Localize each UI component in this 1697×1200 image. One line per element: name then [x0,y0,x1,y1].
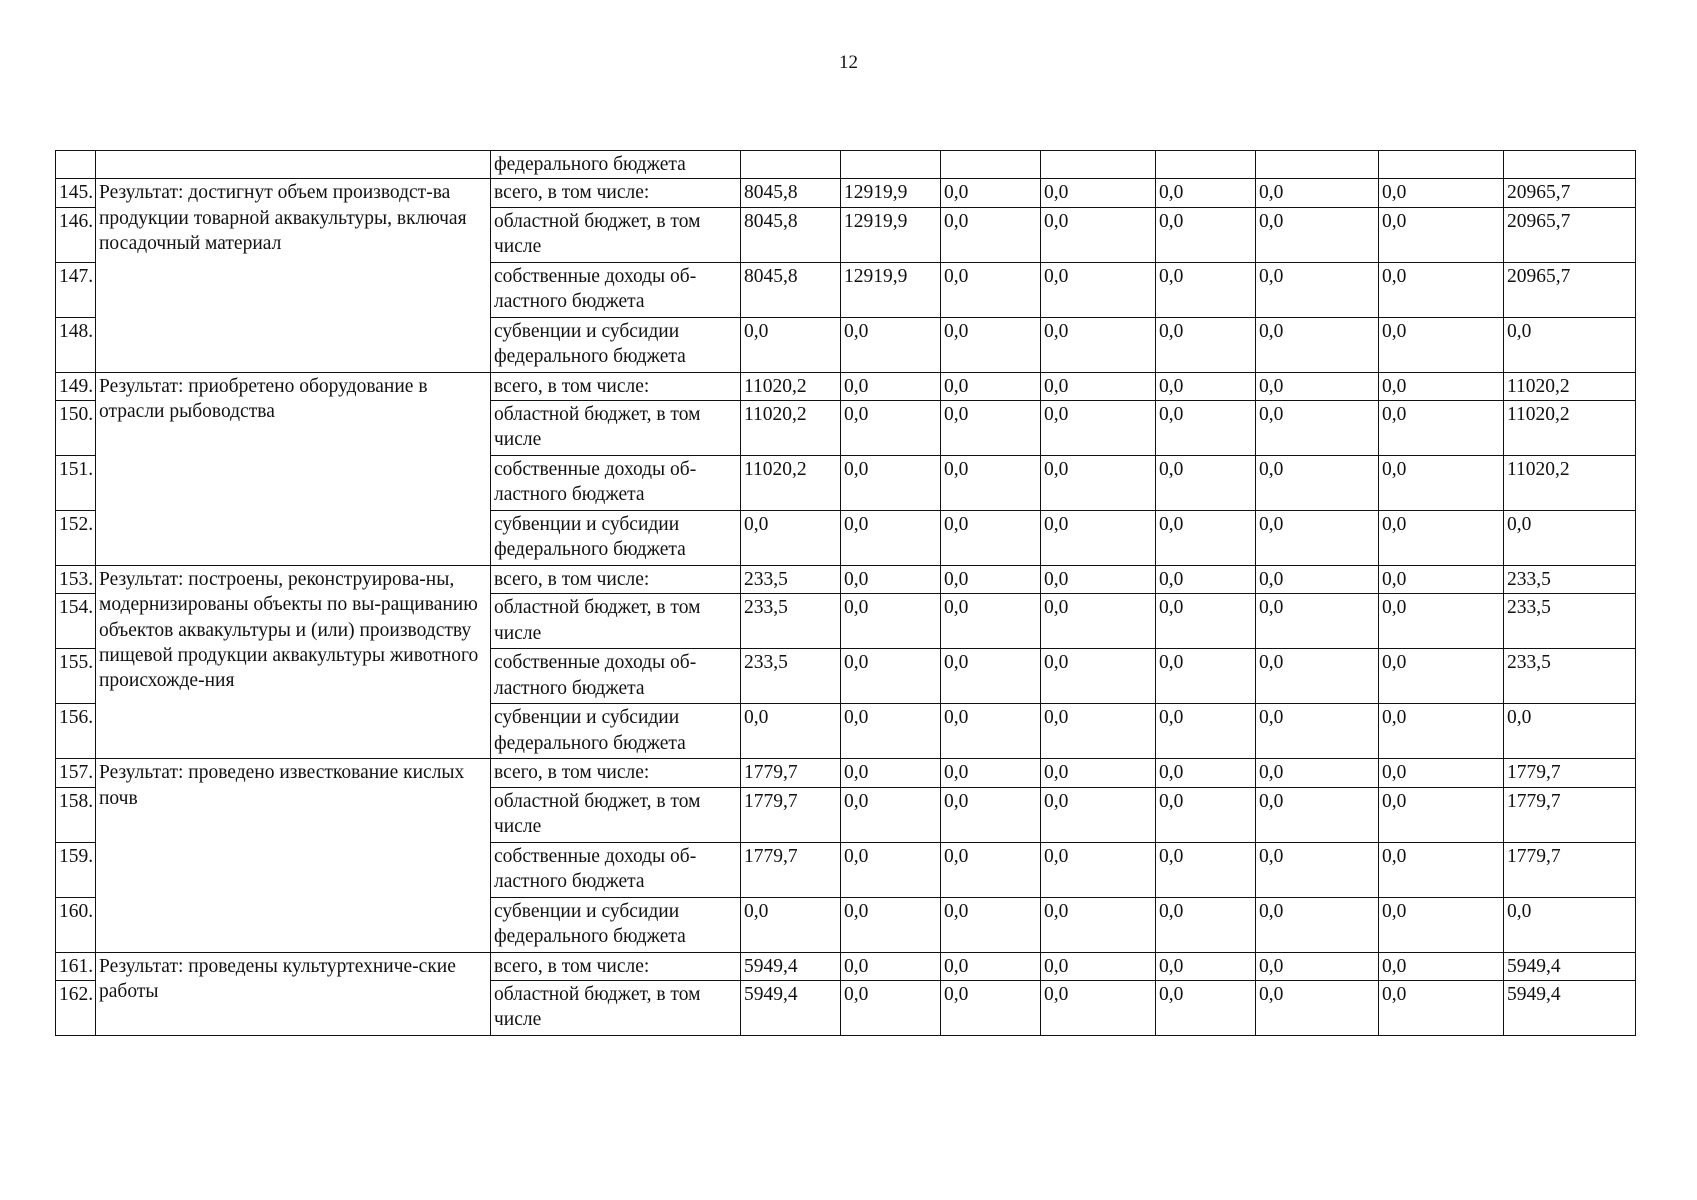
value-cell: 0,0 [941,594,1041,649]
category-cell: собственные доходы об-ластного бюджета [491,649,741,704]
value-cell: 0,0 [941,787,1041,842]
value-cell: 0,0 [1256,981,1379,1036]
value-cell: 1779,7 [741,842,841,897]
value-cell: 0,0 [841,842,941,897]
table-row [56,759,1636,787]
result-cell: Результат: проведено известкование кислых почв [96,759,491,952]
value-cell: 0,0 [941,704,1041,759]
row-number-cell: 162. [56,981,96,1036]
row-number-cell: 147. [56,262,96,317]
row-number-cell: 161. [56,952,96,980]
value-cell [1379,151,1504,179]
value-cell [841,151,941,179]
value-cell: 5949,4 [741,981,841,1036]
value-cell: 0,0 [1504,897,1636,952]
value-cell: 0,0 [1256,842,1379,897]
result-cell [96,151,491,179]
value-cell: 0,0 [1379,897,1504,952]
value-cell: 0,0 [741,897,841,952]
row-number-cell: 157. [56,759,96,787]
value-cell: 0,0 [1156,594,1256,649]
value-cell: 0,0 [941,262,1041,317]
value-cell: 0,0 [1504,317,1636,372]
value-cell: 0,0 [941,759,1041,787]
value-cell: 0,0 [1379,401,1504,456]
value-cell: 1779,7 [741,787,841,842]
value-cell: 0,0 [1156,262,1256,317]
value-cell: 20965,7 [1504,179,1636,207]
value-cell: 0,0 [841,594,941,649]
value-cell: 12919,9 [841,262,941,317]
value-cell: 1779,7 [1504,787,1636,842]
category-cell: субвенции и субсидии федерального бюджета [491,897,741,952]
value-cell: 0,0 [941,566,1041,594]
value-cell: 0,0 [1256,372,1379,400]
value-cell: 0,0 [1156,372,1256,400]
value-cell: 8045,8 [741,179,841,207]
budget-table [55,150,1636,1036]
category-cell: субвенции и субсидии федерального бюджета [491,704,741,759]
value-cell: 11020,2 [1504,372,1636,400]
value-cell: 0,0 [1041,317,1156,372]
value-cell: 0,0 [941,897,1041,952]
value-cell: 0,0 [1379,594,1504,649]
value-cell: 0,0 [1379,262,1504,317]
row-number-cell: 149. [56,372,96,400]
value-cell: 0,0 [841,649,941,704]
value-cell: 0,0 [841,401,941,456]
value-cell: 0,0 [1041,401,1156,456]
value-cell: 11020,2 [1504,401,1636,456]
value-cell: 0,0 [1041,897,1156,952]
value-cell: 0,0 [1041,981,1156,1036]
value-cell: 0,0 [1379,842,1504,897]
value-cell: 0,0 [1041,207,1156,262]
row-number-cell: 155. [56,649,96,704]
value-cell: 8045,8 [741,207,841,262]
value-cell: 0,0 [1156,566,1256,594]
result-cell: Результат: достигнут объем производст-ва продукции товарной аквакультуры, включая посадочный материал [96,179,491,372]
value-cell: 0,0 [941,981,1041,1036]
value-cell: 0,0 [1156,981,1256,1036]
value-cell: 1779,7 [741,759,841,787]
value-cell: 0,0 [1156,787,1256,842]
value-cell [941,151,1041,179]
result-cell: Результат: приобретено оборудование в отрасли рыбоводства [96,372,491,565]
value-cell: 233,5 [1504,594,1636,649]
value-cell [741,151,841,179]
value-cell: 0,0 [841,456,941,511]
value-cell: 0,0 [1379,704,1504,759]
value-cell: 0,0 [841,897,941,952]
value-cell: 0,0 [1041,952,1156,980]
result-cell: Результат: построены, реконструирова-ны, модернизированы объекты по вы-ращиванию объектов аквакультуры и (или) производству пищевой продукции аквакультуры животного происхожде-ния [96,566,491,759]
value-cell: 0,0 [1256,566,1379,594]
value-cell: 11020,2 [741,372,841,400]
value-cell: 0,0 [841,511,941,566]
category-cell: субвенции и субсидии федерального бюджета [491,511,741,566]
value-cell: 0,0 [941,401,1041,456]
value-cell: 0,0 [1041,372,1156,400]
value-cell: 0,0 [841,981,941,1036]
value-cell: 0,0 [1156,456,1256,511]
value-cell: 0,0 [941,649,1041,704]
row-number-cell: 158. [56,787,96,842]
row-number-cell: 153. [56,566,96,594]
category-cell: собственные доходы об-ластного бюджета [491,456,741,511]
category-cell: областной бюджет, в том числе [491,401,741,456]
category-cell: областной бюджет, в том числе [491,981,741,1036]
value-cell: 0,0 [1041,594,1156,649]
value-cell: 0,0 [1256,594,1379,649]
value-cell: 0,0 [1504,511,1636,566]
value-cell: 0,0 [1041,759,1156,787]
value-cell: 0,0 [1379,787,1504,842]
value-cell: 1779,7 [1504,842,1636,897]
value-cell: 0,0 [1156,897,1256,952]
category-cell: областной бюджет, в том числе [491,787,741,842]
value-cell: 0,0 [1504,704,1636,759]
value-cell: 0,0 [1379,566,1504,594]
category-cell: всего, в том числе: [491,952,741,980]
value-cell: 0,0 [1256,179,1379,207]
value-cell: 11020,2 [741,401,841,456]
value-cell: 0,0 [1156,317,1256,372]
value-cell: 1779,7 [1504,759,1636,787]
value-cell: 0,0 [1156,207,1256,262]
value-cell: 0,0 [1256,787,1379,842]
value-cell: 0,0 [1041,179,1156,207]
category-cell: всего, в том числе: [491,759,741,787]
value-cell [1041,151,1156,179]
value-cell: 0,0 [1256,897,1379,952]
value-cell: 233,5 [741,649,841,704]
value-cell: 0,0 [1256,952,1379,980]
value-cell: 233,5 [741,566,841,594]
value-cell: 11020,2 [741,456,841,511]
value-cell: 0,0 [1256,456,1379,511]
row-number-cell: 148. [56,317,96,372]
value-cell: 0,0 [741,317,841,372]
value-cell: 20965,7 [1504,207,1636,262]
value-cell: 0,0 [1156,511,1256,566]
row-number-cell: 145. [56,179,96,207]
value-cell: 233,5 [1504,649,1636,704]
row-number-cell: 151. [56,456,96,511]
value-cell: 0,0 [1156,704,1256,759]
value-cell: 0,0 [1379,981,1504,1036]
value-cell: 0,0 [941,179,1041,207]
category-cell: федерального бюджета [491,151,741,179]
category-cell: областной бюджет, в том числе [491,207,741,262]
value-cell: 0,0 [1156,842,1256,897]
value-cell [1256,151,1379,179]
value-cell: 5949,4 [1504,981,1636,1036]
value-cell: 0,0 [1379,372,1504,400]
value-cell: 0,0 [941,317,1041,372]
value-cell: 233,5 [1504,566,1636,594]
value-cell: 0,0 [941,372,1041,400]
category-cell: всего, в том числе: [491,566,741,594]
value-cell: 0,0 [1256,511,1379,566]
row-number-cell: 152. [56,511,96,566]
value-cell: 0,0 [841,317,941,372]
value-cell: 0,0 [1379,759,1504,787]
category-cell: собственные доходы об-ластного бюджета [491,262,741,317]
value-cell: 0,0 [1256,759,1379,787]
value-cell: 0,0 [1156,401,1256,456]
value-cell: 0,0 [1041,842,1156,897]
value-cell: 0,0 [1041,511,1156,566]
table-row [56,372,1636,400]
value-cell: 0,0 [741,704,841,759]
value-cell [1504,151,1636,179]
value-cell: 0,0 [841,372,941,400]
value-cell: 0,0 [941,207,1041,262]
value-cell: 0,0 [1256,262,1379,317]
table-body [56,151,1636,1036]
value-cell: 0,0 [841,566,941,594]
row-number-cell: 156. [56,704,96,759]
value-cell: 0,0 [1041,649,1156,704]
value-cell: 0,0 [1156,759,1256,787]
value-cell: 0,0 [1041,456,1156,511]
row-number-cell [56,151,96,179]
table-row [56,179,1636,207]
value-cell: 0,0 [1156,952,1256,980]
value-cell: 0,0 [1256,704,1379,759]
value-cell: 12919,9 [841,179,941,207]
table-row [56,952,1636,980]
value-cell: 0,0 [941,511,1041,566]
value-cell: 233,5 [741,594,841,649]
page-number: 12 [839,52,858,73]
row-number-cell: 160. [56,897,96,952]
value-cell: 0,0 [1379,952,1504,980]
value-cell: 8045,8 [741,262,841,317]
category-cell: всего, в том числе: [491,179,741,207]
value-cell: 0,0 [1379,317,1504,372]
value-cell: 0,0 [1379,179,1504,207]
row-number-cell: 159. [56,842,96,897]
value-cell: 12919,9 [841,207,941,262]
result-cell: Результат: проведены культуртехниче-ские работы [96,952,491,1035]
category-cell: всего, в том числе: [491,372,741,400]
value-cell: 0,0 [1041,787,1156,842]
value-cell: 0,0 [941,842,1041,897]
value-cell: 0,0 [1256,317,1379,372]
value-cell: 0,0 [1379,649,1504,704]
value-cell: 0,0 [1156,179,1256,207]
value-cell [1156,151,1256,179]
row-number-cell: 150. [56,401,96,456]
value-cell: 0,0 [1379,511,1504,566]
category-cell: собственные доходы об-ластного бюджета [491,842,741,897]
value-cell: 0,0 [1156,649,1256,704]
value-cell: 0,0 [1379,456,1504,511]
value-cell: 0,0 [1256,401,1379,456]
value-cell: 20965,7 [1504,262,1636,317]
value-cell: 11020,2 [1504,456,1636,511]
value-cell: 5949,4 [1504,952,1636,980]
value-cell: 0,0 [1256,207,1379,262]
value-cell: 0,0 [941,456,1041,511]
value-cell: 0,0 [1041,262,1156,317]
value-cell: 0,0 [841,704,941,759]
row-number-cell: 146. [56,207,96,262]
row-number-cell: 154. [56,594,96,649]
value-cell: 5949,4 [741,952,841,980]
table-row [56,566,1636,594]
category-cell: субвенции и субсидии федерального бюджета [491,317,741,372]
value-cell: 0,0 [1379,207,1504,262]
value-cell: 0,0 [841,787,941,842]
value-cell: 0,0 [1041,566,1156,594]
value-cell: 0,0 [1041,704,1156,759]
value-cell: 0,0 [941,952,1041,980]
continuation-row [56,151,1636,179]
category-cell: областной бюджет, в том числе [491,594,741,649]
value-cell: 0,0 [741,511,841,566]
value-cell: 0,0 [841,952,941,980]
value-cell: 0,0 [1256,649,1379,704]
value-cell: 0,0 [841,759,941,787]
